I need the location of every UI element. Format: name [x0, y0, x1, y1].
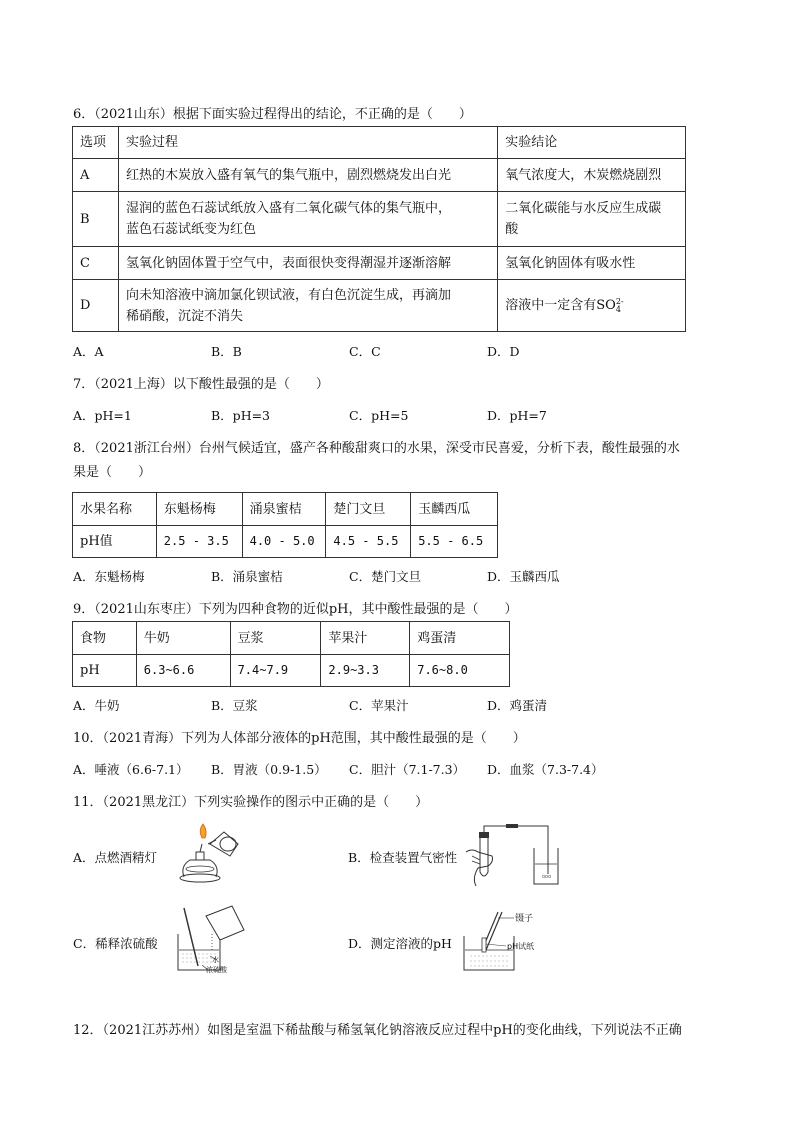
q6-row-option: A	[73, 159, 119, 192]
q6-header-process: 实验过程	[118, 127, 497, 159]
q9-cell: 7.6~8.0	[410, 655, 510, 687]
q6-row-a	[73, 159, 686, 192]
q8-stem-line2: 果是（ ）	[73, 465, 152, 480]
option-a[interactable]: A．东魁杨梅	[73, 569, 145, 584]
q9-ph-row	[73, 655, 510, 687]
q7-options	[73, 406, 733, 424]
option-a[interactable]: A．pH=1	[73, 408, 132, 423]
q6-row-option: C	[73, 247, 119, 280]
q8-cell: 5.5 - 6.5	[411, 526, 498, 558]
sulfate-subscript: 4	[615, 304, 621, 314]
option-a[interactable]: A．A	[73, 344, 104, 359]
sulfate-charge: 2-	[615, 296, 624, 306]
q11-option-a[interactable]: A．点燃酒精灯	[73, 850, 158, 865]
q8-cell: 玉麟西瓜	[411, 493, 498, 526]
svg-text:ooo: ooo	[542, 874, 552, 880]
q6-row-c	[73, 247, 686, 280]
q12-stem: 12．（2021江苏苏州）如图是室温下稀盐酸与稀氢氧化钠溶液反应过程中pH的变化曲线，下列说法不正确	[73, 1023, 682, 1038]
q10-stem: 10．（2021青海）下列为人体部分液体的pH范围，其中酸性最强的是（ ）	[73, 731, 526, 746]
q9-cell: 6.3~6.6	[136, 655, 230, 687]
q11-option-c[interactable]: C．稀释浓硫酸	[73, 936, 158, 951]
option-c[interactable]: C．楚门文旦	[349, 569, 422, 584]
q6-header-conclusion: 实验结论	[498, 127, 686, 159]
q6-row-conclusion	[498, 192, 686, 247]
q9-food-row	[73, 622, 510, 655]
q8-cell: pH值	[73, 526, 157, 558]
option-b[interactable]: B．涌泉蜜桔	[211, 569, 283, 584]
q9-cell: 豆浆	[230, 622, 321, 655]
q6-row-process: 红热的木炭放入盛有氧气的集气瓶中，剧烈燃烧发出白光	[118, 159, 497, 192]
q9-cell: 鸡蛋清	[410, 622, 510, 655]
q8-cell: 2.5 - 3.5	[156, 526, 242, 558]
option-d[interactable]: D．pH=7	[487, 408, 547, 423]
option-c[interactable]: C．胆汁（7.1-7.3）	[349, 762, 466, 777]
option-b[interactable]: B．胃液（0.9-1.5）	[211, 762, 327, 777]
q6-options	[73, 342, 733, 360]
option-b[interactable]: B．pH=3	[211, 408, 271, 423]
q6-row-process-line1: 湿润的蓝色石蕊试纸放入盛有二氧化碳气体的集气瓶中，	[125, 201, 451, 216]
q6-header-row	[73, 127, 686, 159]
option-a[interactable]: A．唾液（6.6-7.1）	[73, 762, 189, 777]
airtightness-figure	[462, 822, 560, 888]
option-d[interactable]: D．鸡蛋清	[487, 698, 548, 713]
q9-cell: 食物	[73, 622, 137, 655]
q6-row-process	[118, 192, 497, 247]
concentrated-acid-label: 浓硫酸	[206, 966, 227, 974]
q6-row-process-line2: 蓝色石蕊试纸变为红色	[125, 222, 256, 237]
q11-option-b[interactable]: B．检查装置气密性	[348, 850, 458, 865]
q8-cell: 水果名称	[73, 493, 157, 526]
option-c[interactable]: C．C	[349, 344, 381, 359]
q6-row-process	[118, 280, 497, 332]
dilution-figure	[170, 904, 270, 976]
q6-row-option: B	[73, 192, 119, 247]
option-b[interactable]: B．B	[211, 344, 242, 359]
q6-table	[72, 126, 686, 332]
option-c[interactable]: C．苹果汁	[349, 698, 409, 713]
q6-row-d	[73, 280, 686, 332]
q9-stem: 9．（2021山东枣庄）下列为四种食物的近似pH，其中酸性最强的是（ ）	[73, 602, 518, 617]
ph-test-figure	[458, 906, 554, 974]
q8-name-row	[73, 493, 498, 526]
q6-row-conclusion: 氢氧化钠固体有吸水性	[498, 247, 686, 280]
q9-cell: 苹果汁	[321, 622, 410, 655]
q10-options	[73, 760, 733, 778]
q9-cell: pH	[73, 655, 137, 687]
q11-stem: 11．（2021黑龙江）下列实验操作的图示中正确的是（ ）	[73, 795, 429, 810]
q6-row-process: 氢氧化钠固体置于空气中，表面很快变得潮湿并逐渐溶解	[118, 247, 497, 280]
q8-ph-row	[73, 526, 498, 558]
q8-cell: 楚门文旦	[326, 493, 411, 526]
option-c[interactable]: C．pH=5	[349, 408, 409, 423]
tweezers-label: 镊子	[515, 914, 534, 924]
q9-cell: 7.4~7.9	[230, 655, 321, 687]
alcohol-lamp-figure	[172, 822, 242, 884]
q11-option-d[interactable]: D．测定溶液的pH	[348, 936, 452, 951]
q6-row-process-line1: 向未知溶液中滴加氯化钡试液，有白色沉淀生成，再滴加	[125, 287, 451, 303]
q8-options	[73, 567, 733, 585]
q9-table	[72, 621, 510, 687]
option-d[interactable]: D．玉麟西瓜	[487, 569, 560, 584]
q7-stem: 7．（2021上海）以下酸性最强的是（ ）	[73, 377, 329, 392]
q8-table	[72, 492, 498, 558]
option-b[interactable]: B．豆浆	[211, 698, 258, 713]
q6-row-process-line2: 稀硝酸，沉淀不消失	[125, 308, 243, 324]
q9-cell: 2.9~3.3	[321, 655, 410, 687]
option-d[interactable]: D．D	[487, 344, 520, 359]
q6-row-b	[73, 192, 686, 247]
q8-cell: 4.0 - 5.0	[242, 526, 326, 558]
q9-options	[73, 696, 733, 714]
ph-paper-label: pH试纸	[507, 942, 535, 951]
q6-row-option: D	[73, 280, 119, 332]
option-a[interactable]: A．牛奶	[73, 698, 120, 713]
water-label: 水	[212, 956, 219, 964]
q6-stem: 6．（2021山东）根据下面实验过程得出的结论，不正确的是（ ）	[73, 107, 472, 122]
q6-row-conclusion-line2: 酸	[505, 222, 519, 237]
q6-row-conclusion-line1: 二氧化碳能与水反应生成碳	[505, 201, 662, 216]
q6-conclusion-text: 溶液中一定含有SO	[505, 298, 616, 313]
option-d[interactable]: D．血浆（7.3-7.4）	[487, 762, 604, 777]
q6-row-conclusion	[498, 280, 686, 332]
q8-cell: 4.5 - 5.5	[326, 526, 411, 558]
q8-cell: 东魁杨梅	[156, 493, 242, 526]
q8-cell: 涌泉蜜桔	[242, 493, 326, 526]
q8-stem-line1: 8．（2021浙江台州）台州气候适宜，盛产各种酸甜爽口的水果，深受市民喜爱，分析下表，酸性最强的水	[73, 441, 680, 456]
q9-cell: 牛奶	[136, 622, 230, 655]
q6-header-option: 选项	[73, 127, 119, 159]
q6-row-conclusion: 氧气浓度大，木炭燃烧剧烈	[498, 159, 686, 192]
